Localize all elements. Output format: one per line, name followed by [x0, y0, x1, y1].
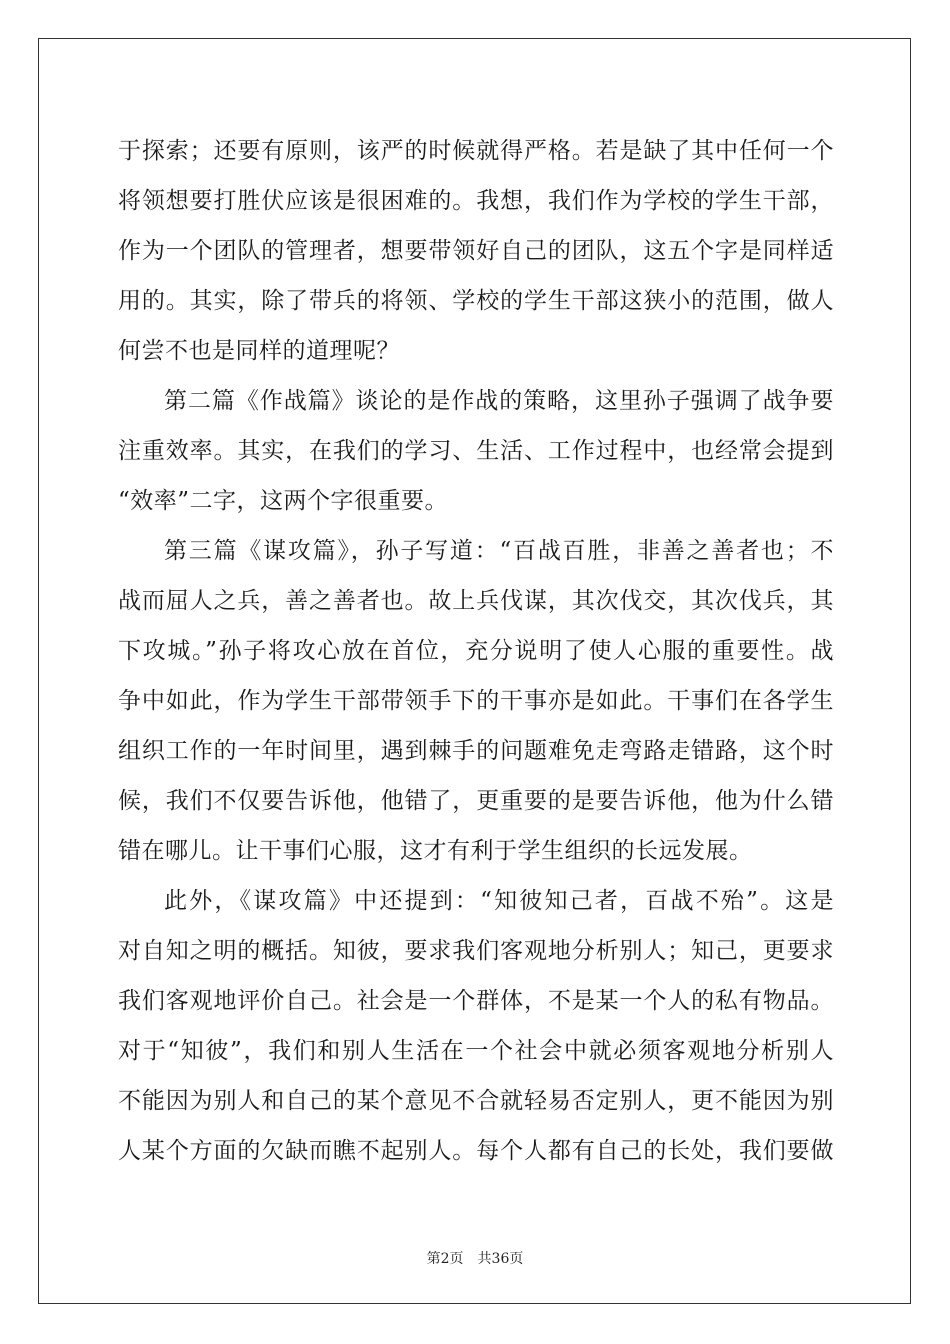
- text-line: 错在哪儿。让干事们心服，这才有利于学生组织的长远发展。: [118, 838, 753, 864]
- text-line: 人某个方面的欠缺而瞧不起别人。每个人都有自己的长处，我们要做: [118, 1138, 834, 1164]
- text-line: “效率”二字，这两个字很重要。: [118, 488, 449, 514]
- text-line: 不能因为别人和自己的某个意见不合就轻易否定别人，更不能因为别: [118, 1088, 834, 1114]
- text-line: 下攻城。”孙子将攻心放在首位，充分说明了使人心服的重要性。战: [118, 638, 834, 664]
- paragraph: [118, 526, 834, 876]
- text-line: 注重效率。其实，在我们的学习、生活、工作过程中，也经常会提到: [118, 438, 834, 464]
- total-pages: 共36页: [477, 1251, 524, 1267]
- text-line: 我们客观地评价自己。社会是一个群体，不是某一个人的私有物品。: [118, 988, 834, 1014]
- paragraph: [118, 126, 834, 376]
- text-line: 第二篇《作战篇》谈论的是作战的策略，这里孙子强调了战争要: [164, 388, 834, 414]
- text-line: 将领想要打胜伏应该是很困难的。我想，我们作为学校的学生干部，: [118, 188, 834, 214]
- text-line: 作为一个团队的管理者，想要带领好自己的团队，这五个字是同样适: [118, 238, 834, 264]
- text-line: 对于“知彼”，我们和别人生活在一个社会中就必须客观地分析别人: [118, 1038, 834, 1064]
- paragraph: [118, 376, 834, 526]
- text-line: 组织工作的一年时间里，遇到棘手的问题难免走弯路走错路，这个时: [118, 738, 834, 764]
- text-line: 战而屈人之兵，善之善者也。故上兵伐谋，其次伐交，其次伐兵，其: [118, 588, 834, 614]
- text-line: 何尝不也是同样的道理呢？: [118, 338, 400, 364]
- paragraph: [118, 876, 834, 1176]
- text-line: 用的。其实，除了带兵的将领、学校的学生干部这狭小的范围，做人: [118, 288, 834, 314]
- document-body: [118, 126, 834, 1176]
- text-line: 此外，《谋攻篇》中还提到：“知彼知己者，百战不殆”。这是: [164, 888, 834, 914]
- text-line: 候，我们不仅要告诉他，他错了，更重要的是要告诉他，他为什么错: [118, 788, 834, 814]
- text-line: 对自知之明的概括。知彼，要求我们客观地分析别人；知己，更要求: [118, 938, 834, 964]
- page-footer: [0, 1248, 950, 1268]
- page-number: 第2页: [426, 1251, 464, 1267]
- text-line: 第三篇《谋攻篇》，孙子写道：“百战百胜，非善之善者也；不: [164, 538, 834, 564]
- text-line: 于探索；还要有原则，该严的时候就得严格。若是缺了其中任何一个: [118, 138, 834, 164]
- text-line: 争中如此，作为学生干部带领手下的干事亦是如此。干事们在各学生: [118, 688, 834, 714]
